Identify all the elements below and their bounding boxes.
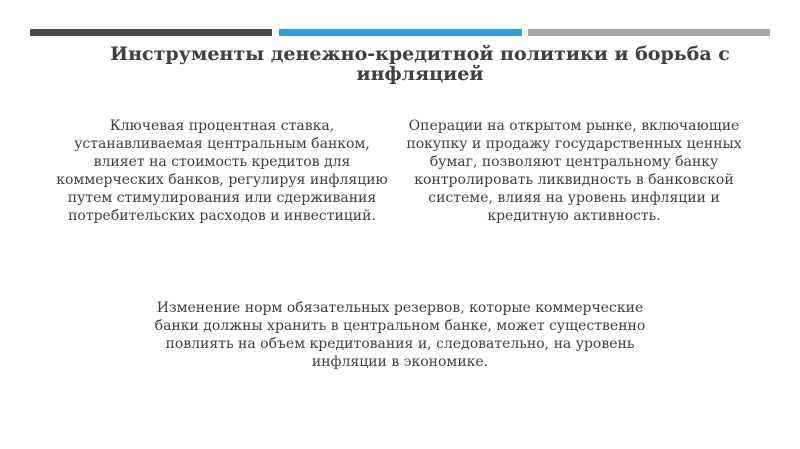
text-block-reserve-requirements: Изменение норм обязательных резервов, которые коммерческие банки должны хранить в центральном банке, может существенно повлиять на объем кредитования и, следовательно, на уровень инфляции в экономике. bbox=[154, 300, 646, 370]
decorative-bar-blue bbox=[279, 29, 522, 36]
text-block-open-market: Операции на открытом рынке, включающие покупку и продажу государственных ценных бумаг, позволяют центральному банку контролировать ликвидность в банковской системе, влияя на уровень инфляции и кредитную активность. bbox=[406, 118, 742, 224]
text-block-key-rate: Ключевая процентная ставка, устанавливаемая центральным банком, влияет на стоимость кредитов для коммерческих банков, регулируя инфляцию путем стимулирования или сдерживания потребительских расходов и инвестиций. bbox=[56, 118, 388, 224]
slide-title: Инструменты денежно-кредитной политики и борьба с инфляцией bbox=[110, 43, 730, 85]
decorative-bar-gray bbox=[528, 29, 770, 36]
decorative-bar-dark bbox=[30, 29, 272, 36]
